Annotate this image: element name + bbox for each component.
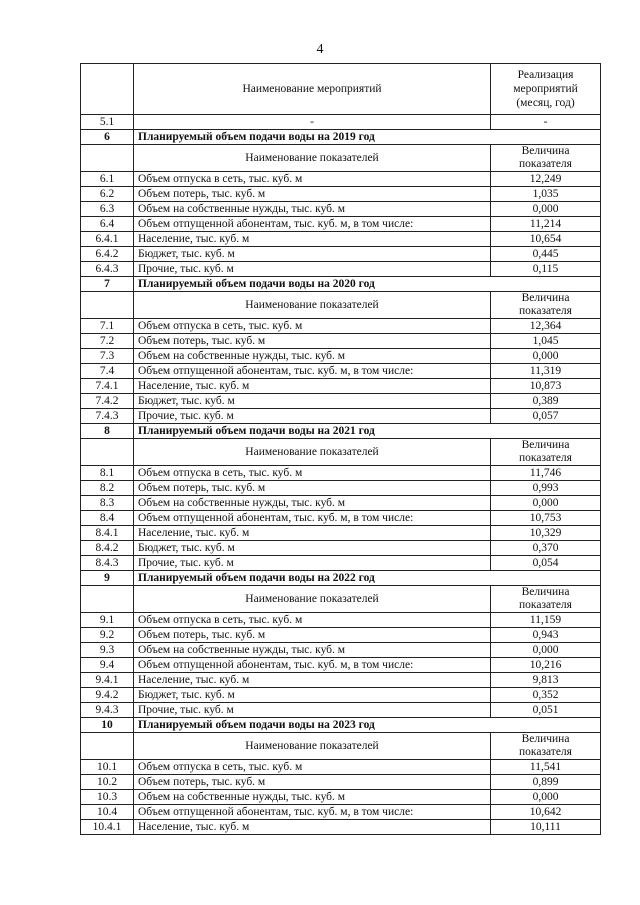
row-name: Население, тыс. куб. м [134, 232, 491, 247]
row-name: Объем на собственные нужды, тыс. куб. м [134, 790, 491, 805]
row-value: 0,943 [491, 628, 601, 643]
row-value: 0,352 [491, 688, 601, 703]
section-number: 6 [81, 130, 134, 145]
row-number: 10.1 [81, 760, 134, 775]
row-number: 7.4 [81, 364, 134, 379]
row-value: 0,000 [491, 790, 601, 805]
subheader-num-cell [81, 733, 134, 760]
section-title: Планируемый объем подачи воды на 2022 год [134, 571, 601, 586]
header-value-cell: Реализация мероприятий (месяц, год) [491, 64, 601, 115]
subheader-name-cell: Наименование показателей [134, 145, 491, 172]
row-value: 11,541 [491, 760, 601, 775]
row-name: Объем отпуска в сеть, тыс. куб. м [134, 319, 491, 334]
table-row [81, 760, 601, 775]
row-number: 6.3 [81, 202, 134, 217]
page-number: 4 [316, 42, 324, 57]
row-name: Объем на собственные нужды, тыс. куб. м [134, 496, 491, 511]
row-number: 8.4 [81, 511, 134, 526]
row-name: Объем потерь, тыс. куб. м [134, 187, 491, 202]
subheader-value-cell: Величина показателя [491, 733, 601, 760]
row-number: 6.2 [81, 187, 134, 202]
row-value: 0,993 [491, 481, 601, 496]
table-row [81, 409, 601, 424]
section-title: Планируемый объем подачи воды на 2023 год [134, 718, 601, 733]
row-number: 7.1 [81, 319, 134, 334]
row-number: 10.4.1 [81, 820, 134, 835]
table-row [81, 688, 601, 703]
row-number: 6.4.1 [81, 232, 134, 247]
header-name-cell: Наименование мероприятий [134, 64, 491, 115]
subheader-num-cell [81, 292, 134, 319]
row-value: 0,057 [491, 409, 601, 424]
table-row [81, 379, 601, 394]
row-value: 10,654 [491, 232, 601, 247]
table-row [81, 613, 601, 628]
table-row [81, 703, 601, 718]
row-number: 9.4.2 [81, 688, 134, 703]
row-name: - [134, 115, 491, 130]
row-number: 6.1 [81, 172, 134, 187]
row-value: 12,364 [491, 319, 601, 334]
row-number: 7.2 [81, 334, 134, 349]
table-row [81, 496, 601, 511]
row-value: 0,000 [491, 496, 601, 511]
row-name: Объем на собственные нужды, тыс. куб. м [134, 202, 491, 217]
row-name: Бюджет, тыс. куб. м [134, 394, 491, 409]
row-name: Объем отпущенной абонентам, тыс. куб. м, в том числе: [134, 658, 491, 673]
row-name: Объем отпуска в сеть, тыс. куб. м [134, 613, 491, 628]
section-number: 9 [81, 571, 134, 586]
row-number: 9.3 [81, 643, 134, 658]
table-row [81, 481, 601, 496]
row-name: Объем отпущенной абонентам, тыс. куб. м, в том числе: [134, 805, 491, 820]
section-title-row [81, 718, 601, 733]
row-value: 0,370 [491, 541, 601, 556]
table-row [81, 628, 601, 643]
row-name: Объем отпущенной абонентам, тыс. куб. м, в том числе: [134, 511, 491, 526]
section-column-header-row [81, 145, 601, 172]
table-row [81, 349, 601, 364]
row-value: 10,753 [491, 511, 601, 526]
section-column-header-row [81, 439, 601, 466]
table-row [81, 805, 601, 820]
row-value: 0,899 [491, 775, 601, 790]
row-value: 10,216 [491, 658, 601, 673]
subheader-name-cell: Наименование показателей [134, 439, 491, 466]
row-number: 10.2 [81, 775, 134, 790]
row-number: 7.4.1 [81, 379, 134, 394]
row-value: 10,111 [491, 820, 601, 835]
table-row [81, 673, 601, 688]
table-row [81, 202, 601, 217]
section-title: Планируемый объем подачи воды на 2019 год [134, 130, 601, 145]
row-number: 7.4.2 [81, 394, 134, 409]
row-number: 7.4.3 [81, 409, 134, 424]
section-title: Планируемый объем подачи воды на 2020 год [134, 277, 601, 292]
row-number: 8.4.1 [81, 526, 134, 541]
row-name: Объем отпуска в сеть, тыс. куб. м [134, 172, 491, 187]
row-name: Объем потерь, тыс. куб. м [134, 775, 491, 790]
subheader-value-cell: Величина показателя [491, 292, 601, 319]
table-row [81, 556, 601, 571]
row-name: Объем отпуска в сеть, тыс. куб. м [134, 760, 491, 775]
row-number: 6.4.3 [81, 262, 134, 277]
subheader-num-cell [81, 145, 134, 172]
row-name: Объем отпуска в сеть, тыс. куб. м [134, 466, 491, 481]
row-value: 0,389 [491, 394, 601, 409]
table-row [81, 790, 601, 805]
table-row [81, 526, 601, 541]
row-name: Объем на собственные нужды, тыс. куб. м [134, 349, 491, 364]
row-name: Бюджет, тыс. куб. м [134, 541, 491, 556]
row-value: 11,214 [491, 217, 601, 232]
row-value: 10,329 [491, 526, 601, 541]
table-row [81, 187, 601, 202]
row-name: Объем потерь, тыс. куб. м [134, 481, 491, 496]
row-name: Объем отпущенной абонентам, тыс. куб. м, в том числе: [134, 364, 491, 379]
row-value: 0,445 [491, 247, 601, 262]
table-row [81, 364, 601, 379]
subheader-num-cell [81, 439, 134, 466]
row-value: 0,000 [491, 349, 601, 364]
section-number: 8 [81, 424, 134, 439]
table-row [81, 658, 601, 673]
row-value: 11,319 [491, 364, 601, 379]
section-column-header-row [81, 586, 601, 613]
row-name: Прочие, тыс. куб. м [134, 262, 491, 277]
section-column-header-row [81, 292, 601, 319]
section-title-row [81, 277, 601, 292]
row-name: Население, тыс. куб. м [134, 526, 491, 541]
row-value: - [491, 115, 601, 130]
row-number: 8.3 [81, 496, 134, 511]
table-row [81, 820, 601, 835]
table-row [81, 511, 601, 526]
row-name: Бюджет, тыс. куб. м [134, 688, 491, 703]
row-name: Объем потерь, тыс. куб. м [134, 628, 491, 643]
row-number: 9.4.1 [81, 673, 134, 688]
table-row [81, 334, 601, 349]
row-number: 9.4 [81, 658, 134, 673]
row-value: 0,054 [491, 556, 601, 571]
table-row [81, 541, 601, 556]
section-title-row [81, 424, 601, 439]
row-name: Население, тыс. куб. м [134, 820, 491, 835]
row-number: 10.3 [81, 790, 134, 805]
row-name: Объем отпущенной абонентам, тыс. куб. м, в том числе: [134, 217, 491, 232]
row-name: Прочие, тыс. куб. м [134, 409, 491, 424]
row-value: 0,115 [491, 262, 601, 277]
row-name: Население, тыс. куб. м [134, 673, 491, 688]
section-column-header-row [81, 733, 601, 760]
table-row [81, 217, 601, 232]
row-name: Объем потерь, тыс. куб. м [134, 334, 491, 349]
row-name: Объем на собственные нужды, тыс. куб. м [134, 643, 491, 658]
row-name: Прочие, тыс. куб. м [134, 703, 491, 718]
row-value: 0,000 [491, 202, 601, 217]
subheader-value-cell: Величина показателя [491, 586, 601, 613]
header-num-cell [81, 64, 134, 115]
row-name: Бюджет, тыс. куб. м [134, 247, 491, 262]
row-name: Прочие, тыс. куб. м [134, 556, 491, 571]
row-number: 9.2 [81, 628, 134, 643]
section-title-row [81, 130, 601, 145]
section-title-row [81, 571, 601, 586]
row-value: 10,873 [491, 379, 601, 394]
row-value: 9,813 [491, 673, 601, 688]
table-row [81, 775, 601, 790]
subheader-name-cell: Наименование показателей [134, 733, 491, 760]
subheader-num-cell [81, 586, 134, 613]
row-value: 12,249 [491, 172, 601, 187]
section-number: 10 [81, 718, 134, 733]
row-number: 9.4.3 [81, 703, 134, 718]
table-row [81, 643, 601, 658]
section-title: Планируемый объем подачи воды на 2021 год [134, 424, 601, 439]
row-number: 10.4 [81, 805, 134, 820]
table-row [81, 247, 601, 262]
subheader-value-cell: Величина показателя [491, 439, 601, 466]
row-value: 1,035 [491, 187, 601, 202]
table-row [81, 115, 601, 130]
section-number: 7 [81, 277, 134, 292]
row-value: 11,159 [491, 613, 601, 628]
row-number: 8.4.3 [81, 556, 134, 571]
table-row [81, 262, 601, 277]
table-row [81, 232, 601, 247]
row-value: 1,045 [491, 334, 601, 349]
row-number: 8.1 [81, 466, 134, 481]
row-number: 9.1 [81, 613, 134, 628]
table-row [81, 172, 601, 187]
row-value: 0,000 [491, 643, 601, 658]
subheader-name-cell: Наименование показателей [134, 586, 491, 613]
row-number: 7.3 [81, 349, 134, 364]
table-row [81, 466, 601, 481]
row-number: 6.4 [81, 217, 134, 232]
table-header-row [81, 64, 601, 115]
row-value: 11,746 [491, 466, 601, 481]
subheader-value-cell: Величина показателя [491, 145, 601, 172]
water-supply-table [80, 63, 601, 835]
row-number: 6.4.2 [81, 247, 134, 262]
row-name: Население, тыс. куб. м [134, 379, 491, 394]
row-number: 8.4.2 [81, 541, 134, 556]
row-number: 8.2 [81, 481, 134, 496]
table-row [81, 319, 601, 334]
row-number: 5.1 [81, 115, 134, 130]
row-value: 10,642 [491, 805, 601, 820]
row-value: 0,051 [491, 703, 601, 718]
subheader-name-cell: Наименование показателей [134, 292, 491, 319]
table-row [81, 394, 601, 409]
